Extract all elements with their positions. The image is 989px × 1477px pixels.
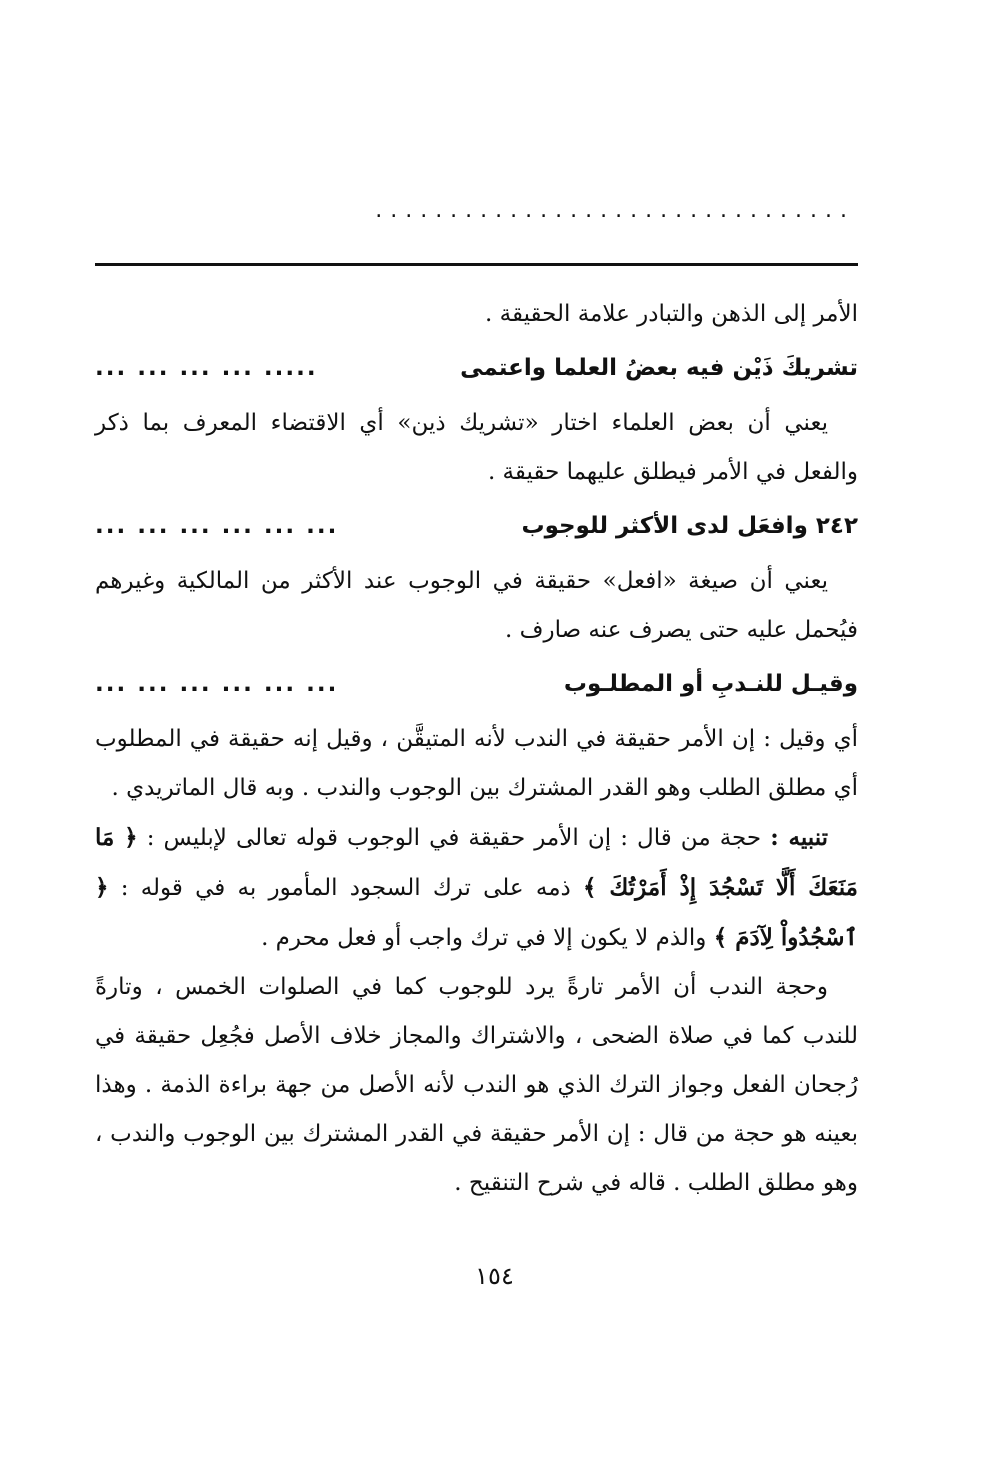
verse-line-3: [95, 657, 858, 711]
page-number: ١٥٤: [475, 1262, 514, 1290]
verse-line-1: [95, 341, 858, 395]
quran-quote-1: ﴿ مَا مَنَعَكَ أَلَّا تَسْجُدَ إِذْ أَمَرْتُكَ ﴾: [95, 824, 859, 901]
note-text-2: ذمه على ترك السجود المأمور به في قوله :: [120, 875, 571, 901]
header-dotted-line: ................................: [375, 198, 855, 223]
quran-quote-2: ﴿ ٱسْجُدُواْ لِآدَمَ ﴾: [95, 874, 858, 951]
verse-filler: ... ... ... ... .....: [95, 355, 318, 381]
paragraph-4: أي وقيل : إن الأمر حقيقة في الندب لأنه المتيقَّن ، وقيل إنه حقيقة في المطلوب أي مطلق الطلب وهو القدر المشترك بين الوجوب والندب . وبه قال الماتريدي .: [95, 726, 858, 801]
paragraph-3: يعني أن صيغة «افعل» حقيقة في الوجوب عند الأكثر من المالكية وغيرهم فيُحمل عليه حتى يصرف عنه صارف .: [95, 568, 858, 643]
page-content: [95, 290, 858, 1208]
verse-text: تشريكَ ذَيْن فيه بعضُ العلما واعتمى: [460, 355, 858, 381]
verse-filler: ... ... ... ... ... ...: [95, 513, 339, 539]
paragraph-5: وحجة الندب أن الأمر تارةً يرد للوجوب كما في الصلوات الخمس ، وتارةً للندب كما في صلاة الضحى ، والاشتراك والمجاز خلاف الأصل فجُعِل حقيقة في رُجحان الفعل وجواز الترك الذي هو الندب لأنه الأصل من جهة براءة الذمة . وهذا بعينه هو حجة من قال : إن الأمر حقيقة في القدر المشترك بين الوجوب والندب ، وهو مطلق الطلب . قاله في شرح التنقيح .: [95, 974, 858, 1196]
verse-line-2: [95, 499, 858, 553]
note-text-3: والذم لا يكون إلا في ترك واجب أو فعل محرم .: [261, 925, 707, 951]
paragraph-2: يعني أن بعض العلماء اختار «تشريك ذين» أي الاقتضاء المعرف بما ذكر والفعل في الأمر فيطلق عليهما حقيقة .: [95, 410, 858, 485]
note-paragraph: [95, 813, 858, 963]
verse-filler: ... ... ... ... ... ...: [95, 671, 339, 697]
verse-text: ٢٤٢ وافعَل لدى الأكثر للوجوب: [521, 513, 858, 539]
header-rule: [95, 263, 858, 266]
note-text-1: حجة من قال : إن الأمر حقيقة في الوجوب قوله تعالى لإبليس :: [146, 825, 762, 851]
verse-text: وقيـل للنـدبِ أو المطلـوب: [563, 671, 858, 697]
paragraph-1: الأمر إلى الذهن والتبادر علامة الحقيقة .: [485, 301, 858, 327]
note-label: تنبيه :: [770, 824, 829, 851]
